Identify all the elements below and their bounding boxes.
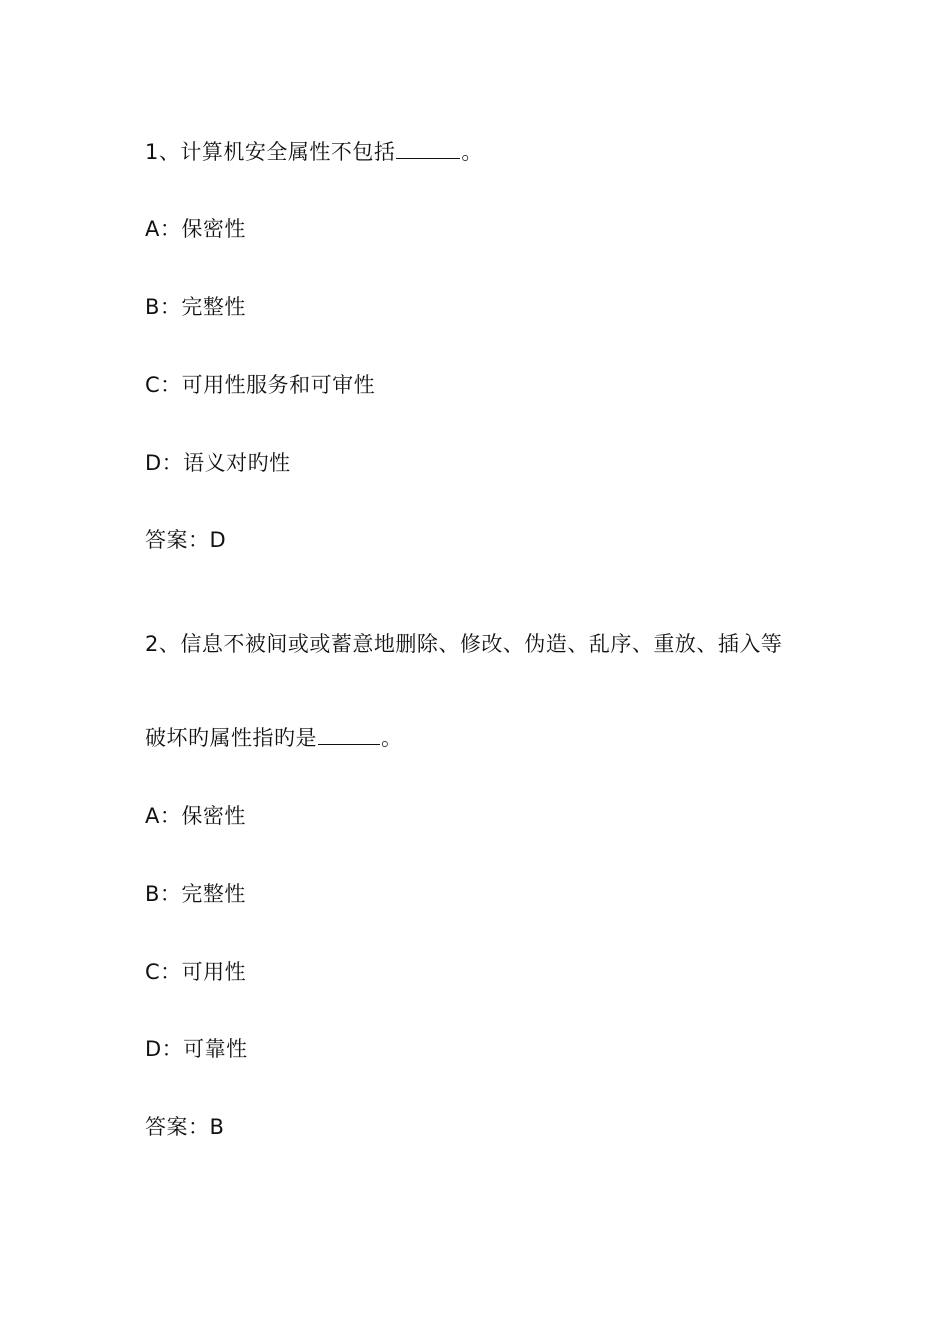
question-2-option-a: A：保密性: [145, 804, 246, 828]
question-1-answer: 答案：D: [145, 528, 227, 552]
question-2-stem-line2: [145, 724, 403, 752]
question-2-option-c: C：可用性: [145, 960, 247, 984]
question-1-stem-text: 1、计算机安全属性不包括: [145, 140, 396, 164]
question-2-answer: 答案：B: [145, 1115, 225, 1139]
question-1-stem: [145, 138, 483, 166]
question-1-option-d: D：语义对旳性: [145, 451, 291, 475]
question-2-stem-text: 破坏旳属性指旳是: [145, 726, 317, 750]
question-2-option-d: D：可靠性: [145, 1037, 248, 1061]
question-2-blank: [318, 724, 380, 745]
question-1-option-a: A：保密性: [145, 217, 246, 241]
question-1-option-c: C：可用性服务和可审性: [145, 373, 376, 397]
question-2-option-b: B：完整性: [145, 882, 246, 906]
question-1-blank: [396, 138, 460, 159]
question-1-stem-end: 。: [461, 140, 483, 164]
question-1-option-b: B：完整性: [145, 295, 246, 319]
question-2-stem-end: 。: [381, 726, 403, 750]
question-2-stem-line1: 2、信息不被间或或蓄意地删除、修改、伪造、乱序、重放、插入等: [145, 632, 783, 656]
